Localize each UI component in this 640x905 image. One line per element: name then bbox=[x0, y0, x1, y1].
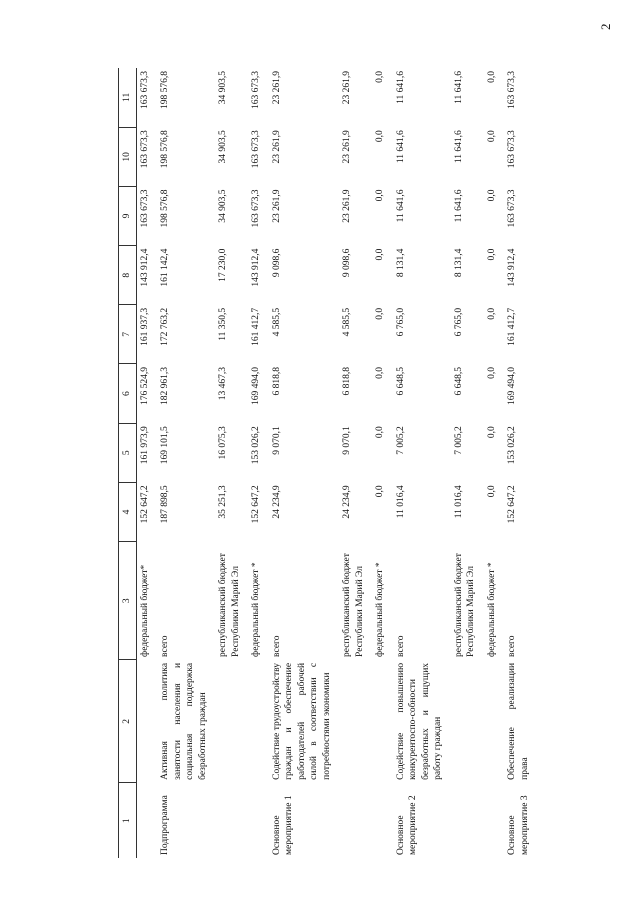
title-cell bbox=[372, 660, 393, 783]
title-cell bbox=[136, 660, 157, 783]
value-cell: 6 648,5 bbox=[453, 367, 464, 396]
value-cell: 153 026,2 bbox=[507, 426, 517, 465]
value-cell: 8 131,4 bbox=[453, 248, 464, 278]
table-row bbox=[157, 68, 215, 858]
value-cell: 163 673,3 bbox=[139, 71, 150, 109]
value-cell: 0,0 bbox=[486, 485, 497, 498]
title-cell: Обеспечение реализации права bbox=[507, 662, 530, 780]
value-cell: 9 070,1 bbox=[342, 426, 352, 455]
value-cell: 0,0 bbox=[375, 367, 385, 379]
program-cell: Основное мероприятие 3 bbox=[507, 795, 530, 855]
value-cell: 34 903,5 bbox=[218, 130, 228, 164]
value-cell: 6 818,8 bbox=[271, 367, 282, 396]
value-cell: 143 912,4 bbox=[139, 248, 150, 287]
value-cell: 163 673,3 bbox=[507, 189, 517, 228]
value-cell: 161 142,4 bbox=[160, 248, 170, 287]
value-cell: 0,0 bbox=[486, 189, 497, 202]
title-cell: Содействие трудоустройству граждан и обеспечение работодателей рабочей силой в соответствии с потребностями экономики bbox=[271, 662, 332, 780]
program-cell bbox=[484, 783, 505, 858]
table-row bbox=[484, 68, 505, 858]
column-header: 6 bbox=[119, 364, 137, 423]
value-cell: 163 673,3 bbox=[251, 130, 261, 169]
value-cell: 152 647,2 bbox=[139, 485, 150, 524]
value-cell: 163 673,3 bbox=[251, 189, 261, 228]
value-cell: 34 903,5 bbox=[218, 189, 228, 223]
value-cell: 6 765,0 bbox=[453, 307, 464, 337]
value-cell: 11 641,6 bbox=[453, 130, 464, 164]
value-cell: 6 648,5 bbox=[395, 367, 406, 396]
value-cell: 11 641,6 bbox=[453, 71, 464, 104]
column-header: 8 bbox=[119, 246, 137, 305]
title-cell bbox=[451, 660, 484, 783]
title-cell bbox=[339, 660, 372, 783]
table-row bbox=[504, 68, 537, 858]
value-cell: 172 763,2 bbox=[160, 307, 170, 346]
value-cell: 152 647,2 bbox=[507, 485, 517, 524]
value-cell: 153 026,2 bbox=[251, 426, 261, 465]
value-cell: 0,0 bbox=[375, 307, 385, 320]
value-cell: 0,0 bbox=[375, 426, 385, 439]
value-cell: 6 818,8 bbox=[342, 367, 352, 396]
value-cell: 35 251,3 bbox=[218, 485, 228, 519]
value-cell: 0,0 bbox=[375, 71, 385, 83]
value-cell: 34 903,5 bbox=[218, 71, 228, 105]
source-cell: всего bbox=[271, 635, 282, 657]
column-header: 10 bbox=[119, 127, 137, 186]
program-cell: Основное мероприятие 1 bbox=[271, 795, 294, 855]
program-cell: Подпрограмма bbox=[160, 795, 170, 855]
column-header: 7 bbox=[119, 305, 137, 364]
table-row bbox=[269, 68, 340, 858]
value-cell: 6 765,0 bbox=[395, 307, 406, 337]
value-cell: 163 673,3 bbox=[251, 71, 261, 109]
value-cell: 143 912,4 bbox=[507, 248, 517, 287]
value-cell: 169 494,0 bbox=[507, 367, 517, 405]
table-row bbox=[372, 68, 393, 858]
table-row bbox=[248, 68, 269, 858]
value-cell: 0,0 bbox=[375, 189, 385, 202]
value-cell: 11 016,4 bbox=[395, 485, 406, 519]
value-cell: 0,0 bbox=[486, 248, 497, 261]
value-cell: 187 898,5 bbox=[160, 485, 170, 524]
value-cell: 198 576,8 bbox=[160, 130, 170, 169]
value-cell: 161 412,7 bbox=[251, 307, 261, 346]
value-cell: 11 641,6 bbox=[395, 130, 406, 164]
column-header: 11 bbox=[119, 68, 137, 127]
value-cell: 23 261,9 bbox=[342, 71, 352, 105]
title-cell: Активная политика занятости населения и социальная поддержка безработных граждан bbox=[160, 662, 208, 780]
value-cell: 0,0 bbox=[486, 71, 497, 83]
value-cell: 161 937,3 bbox=[139, 307, 150, 346]
source-cell: федеральный бюджет * bbox=[251, 562, 261, 657]
source-cell: республиканский бюджет Республики Марий Эл bbox=[218, 553, 241, 657]
column-header: 1 bbox=[119, 783, 137, 858]
value-cell: 24 234,9 bbox=[271, 485, 282, 519]
program-cell bbox=[248, 783, 269, 858]
source-cell: федеральный бюджет * bbox=[486, 562, 497, 657]
value-cell: 7 005,2 bbox=[395, 426, 406, 455]
column-header: 2 bbox=[119, 660, 137, 783]
value-cell: 13 467,3 bbox=[218, 367, 228, 401]
budget-table bbox=[118, 68, 537, 858]
value-cell: 8 131,4 bbox=[395, 248, 406, 278]
value-cell: 11 641,6 bbox=[395, 71, 406, 104]
source-cell: федеральный бюджет * bbox=[375, 562, 385, 657]
value-cell: 9 070,1 bbox=[271, 426, 282, 455]
value-cell: 23 261,9 bbox=[271, 71, 282, 105]
value-cell: 198 576,8 bbox=[160, 71, 170, 109]
source-cell: федеральный бюджет* bbox=[139, 564, 150, 657]
rotated-table-container bbox=[118, 68, 618, 858]
value-cell: 11 016,4 bbox=[453, 485, 464, 519]
value-cell: 0,0 bbox=[486, 426, 497, 439]
value-cell: 17 230,0 bbox=[218, 248, 228, 282]
value-cell: 152 647,2 bbox=[251, 485, 261, 524]
title-cell bbox=[215, 660, 248, 783]
value-cell: 11 641,6 bbox=[453, 189, 464, 223]
column-header: 3 bbox=[119, 542, 137, 660]
table-row bbox=[136, 68, 157, 858]
source-cell: республиканский бюджет Республики Марий Эл bbox=[453, 553, 476, 657]
value-cell: 11 350,5 bbox=[218, 307, 228, 341]
title-cell bbox=[484, 660, 505, 783]
program-cell bbox=[136, 783, 157, 858]
title-cell: Содействие повышению конкурентоспо-собности безработных и ищущих работу граждан bbox=[395, 662, 443, 780]
value-cell: 161 973,9 bbox=[139, 426, 150, 465]
value-cell: 9 098,6 bbox=[342, 248, 352, 278]
source-cell: всего bbox=[507, 635, 517, 657]
table-row bbox=[393, 68, 451, 858]
value-cell: 0,0 bbox=[375, 248, 385, 261]
value-cell: 0,0 bbox=[486, 367, 497, 379]
value-cell: 182 961,3 bbox=[160, 367, 170, 405]
value-cell: 161 412,7 bbox=[507, 307, 517, 346]
program-cell bbox=[339, 783, 372, 858]
value-cell: 0,0 bbox=[486, 307, 497, 320]
value-cell: 198 576,8 bbox=[160, 189, 170, 228]
value-cell: 169 101,5 bbox=[160, 426, 170, 465]
value-cell: 0,0 bbox=[375, 130, 385, 143]
column-header: 4 bbox=[119, 482, 137, 541]
value-cell: 0,0 bbox=[375, 485, 385, 498]
table-row bbox=[339, 68, 372, 858]
value-cell: 9 098,6 bbox=[271, 248, 282, 278]
column-header: 9 bbox=[119, 186, 137, 245]
program-cell bbox=[451, 783, 484, 858]
value-cell: 4 585,5 bbox=[342, 307, 352, 337]
program-cell bbox=[215, 783, 248, 858]
table-row bbox=[451, 68, 484, 858]
value-cell: 0,0 bbox=[486, 130, 497, 143]
page-number: 2 bbox=[598, 23, 613, 30]
value-cell: 143 912,4 bbox=[251, 248, 261, 287]
value-cell: 163 673,3 bbox=[139, 189, 150, 228]
value-cell: 169 494,0 bbox=[251, 367, 261, 405]
table-row bbox=[215, 68, 248, 858]
value-cell: 4 585,5 bbox=[271, 307, 282, 337]
value-cell: 163 673,3 bbox=[507, 130, 517, 169]
source-cell: республиканский бюджет Республики Марий Эл bbox=[342, 553, 365, 657]
value-cell: 23 261,9 bbox=[271, 189, 282, 223]
value-cell: 176 524,9 bbox=[139, 367, 150, 405]
value-cell: 11 641,6 bbox=[395, 189, 406, 223]
source-cell: всего bbox=[395, 635, 406, 657]
value-cell: 23 261,9 bbox=[342, 189, 352, 223]
column-header: 5 bbox=[119, 423, 137, 482]
value-cell: 23 261,9 bbox=[271, 130, 282, 164]
value-cell: 163 673,3 bbox=[507, 71, 517, 109]
title-cell bbox=[248, 660, 269, 783]
value-cell: 23 261,9 bbox=[342, 130, 352, 164]
table-header-row bbox=[119, 68, 137, 858]
value-cell: 163 673,3 bbox=[139, 130, 150, 169]
source-cell: всего bbox=[160, 635, 170, 657]
value-cell: 24 234,9 bbox=[342, 485, 352, 519]
value-cell: 16 075,3 bbox=[218, 426, 228, 460]
program-cell bbox=[372, 783, 393, 858]
value-cell: 7 005,2 bbox=[453, 426, 464, 455]
program-cell: Основное мероприятие 2 bbox=[395, 795, 418, 855]
